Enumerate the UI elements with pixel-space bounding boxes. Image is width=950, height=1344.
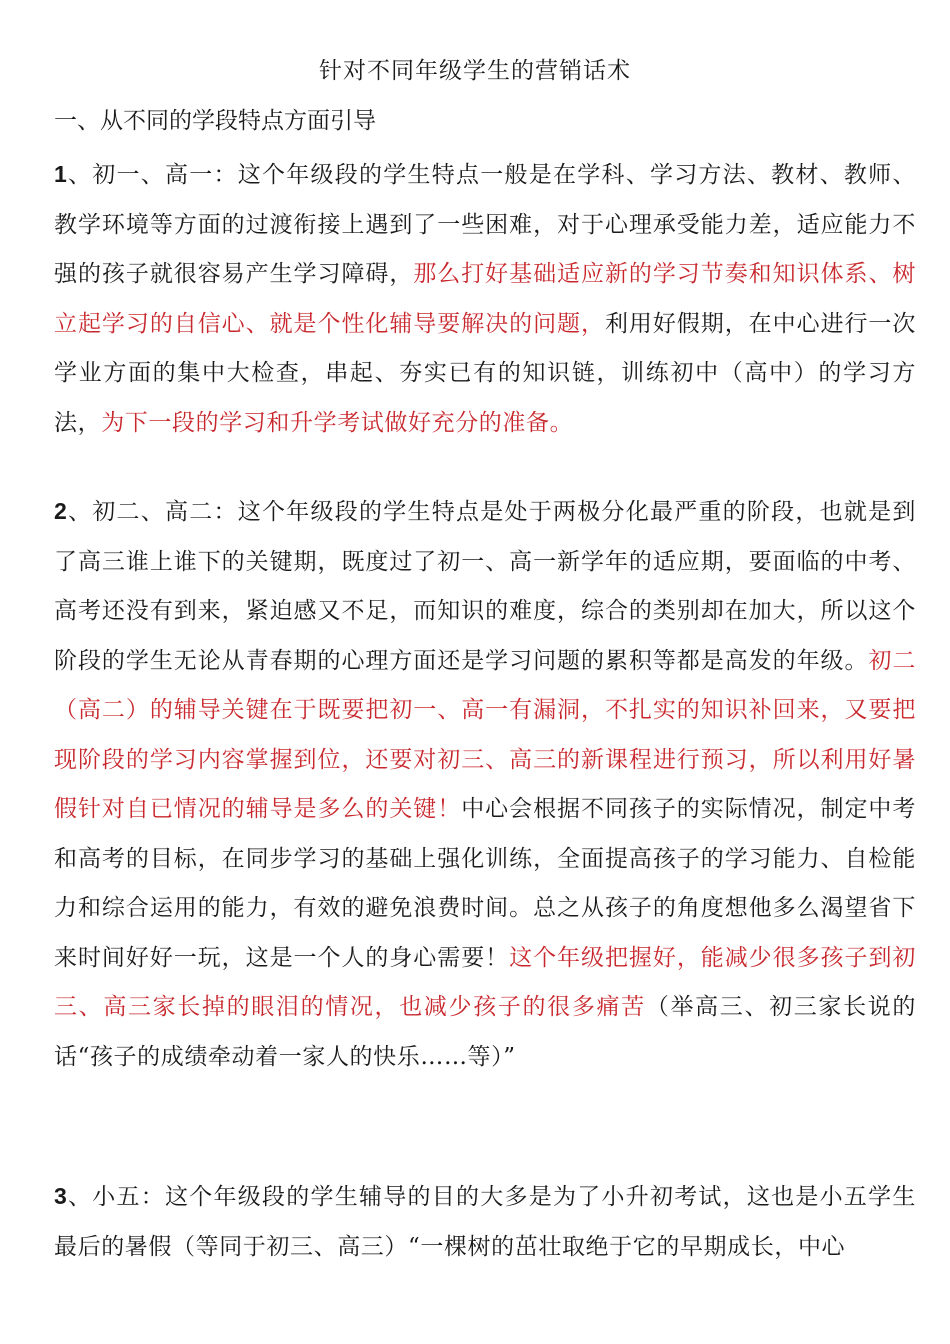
body-text: 、初一、高一：这个年级段的学生特点一般是在学科、学习方法、教材、教师、教学环境等方面的过渡衔接上遇到了一些困难，对于心理承受能力差，适应能力不强的孩子就很容易产生学习障碍， [54, 162, 916, 287]
body-text: 中心会根据不同孩子的实际情况，制定中考和高考的目标，在同步学习的基础上强化训练，全面提高孩子的学习能力、自检能力和综合运用的能力，有效的避免浪费时间。总之从孩子的角度想他多么渴望省下来时间好好一玩，这是一个人的身心需要！ [54, 796, 916, 971]
section-heading: 一、从不同的学段特点方面引导 [54, 108, 376, 134]
body-text: 利用好假期，在中心进行一次学业方面的集中大检查，串起、夯实已有的知识链，训练初中（高中）的学习方法， [54, 310, 916, 436]
body-text: （举高三、初三家长说的话“孩子的成绩牵动着一家人的快乐……等）” [54, 994, 916, 1070]
document-title: 针对不同年级学生的营销话术 [319, 58, 631, 84]
paragraph-number: 3 [54, 1183, 68, 1209]
paragraph-2 [54, 487, 916, 1082]
highlighted-text: 为下一段的学习和升学考试做好充分的准备。 [101, 409, 574, 436]
highlighted-text: 那么打好基础适应新的学习节奏和知识体系、树立起学习的自信心、就是个性化辅导要解决的问题， [54, 261, 916, 337]
highlighted-text: 初二（高二）的辅导关键在于既要把初一、高一有漏洞，不扎实的知识补回来，又要把现阶段的学习内容掌握到位，还要对初三、高三的新课程进行预习，所以利用好暑假针对自已情况的辅导是多么的关键！ [54, 647, 916, 822]
paragraph-1 [54, 150, 916, 448]
paragraph-number: 1 [54, 161, 68, 187]
body-text: 、初二、高二：这个年级段的学生特点是处于两极分化最严重的阶段，也就是到了高三谁上谁下的关键期，既度过了初一、高一新学年的适应期，要面临的中考、高考还没有到来，紧迫感又不足，而知识的难度，综合的类别却在加大，所以这个阶段的学生无论从青春期的心理方面还是学习问题的累积等都是高发的年级。 [54, 499, 916, 674]
paragraph-3 [54, 1172, 916, 1272]
paragraph-number: 2 [54, 498, 68, 524]
body-text: 、小五：这个年级段的学生辅导的目的大多是为了小升初考试，这也是小五学生最后的暑假（等同于初三、高三）“一棵树的茁壮取绝于它的早期成长，中心 [54, 1184, 916, 1260]
highlighted-text: 这个年级把握好，能减少很多孩子到初三、高三家长掉的眼泪的情况，也减少孩子的很多痛苦 [54, 944, 917, 1020]
